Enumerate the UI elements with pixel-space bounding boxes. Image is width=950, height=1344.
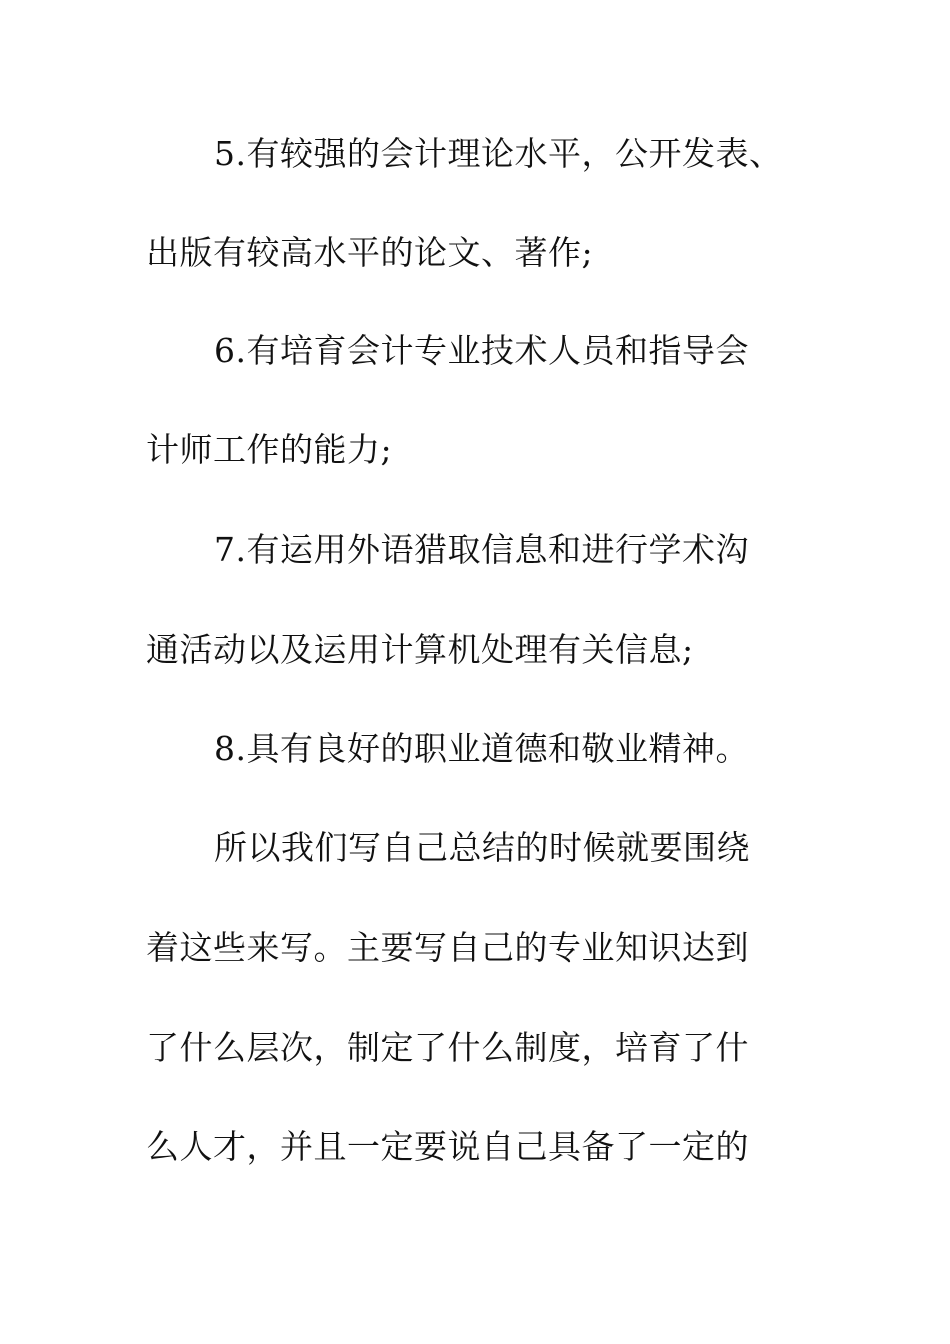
paragraph-line-6: 通活动以及运用计算机处理有关信息; <box>146 630 694 669</box>
paragraph-line-2: 出版有较高水平的论文、著作; <box>146 233 594 272</box>
paragraph-line-3: 6.有培育会计专业技术人员和指导会 <box>214 331 749 370</box>
paragraph-line-1: 5.有较强的会计理论水平，公开发表、 <box>214 134 783 173</box>
paragraph-line-7: 8.具有良好的职业道德和敬业精神。 <box>214 729 749 768</box>
paragraph-line-10: 了什么层次，制定了什么制度，培育了什 <box>146 1028 749 1067</box>
paragraph-line-9: 着这些来写。主要写自己的专业知识达到 <box>146 928 749 967</box>
paragraph-line-11: 么人才，并且一定要说自己具备了一定的 <box>146 1127 749 1166</box>
paragraph-line-8: 所以我们写自己总结的时候就要围绕 <box>214 828 750 867</box>
paragraph-line-5: 7.有运用外语猎取信息和进行学术沟 <box>214 530 749 569</box>
paragraph-line-4: 计师工作的能力; <box>146 430 393 469</box>
